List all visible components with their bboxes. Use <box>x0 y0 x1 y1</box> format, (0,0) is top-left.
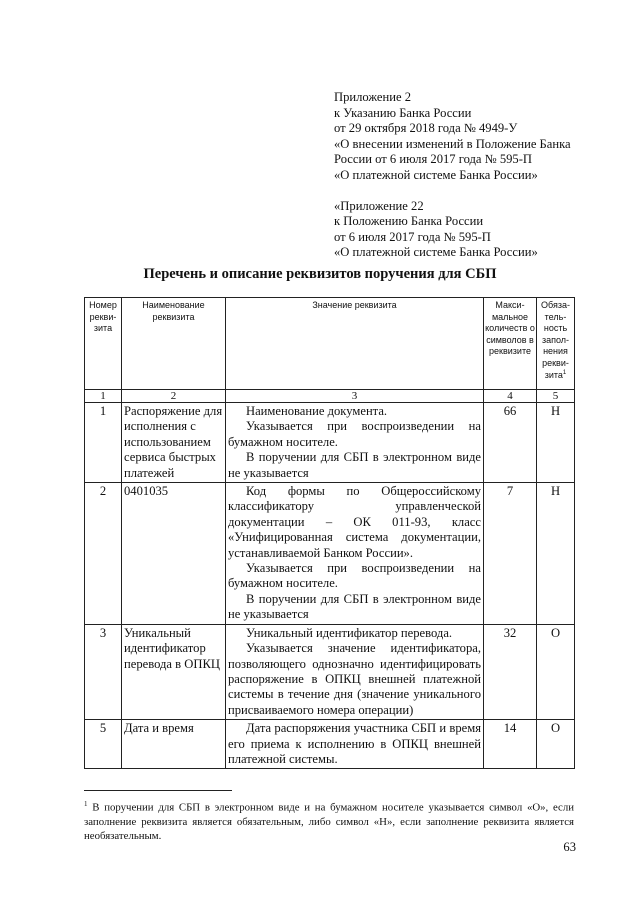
row-name: Распоряжение для исполнения с использованием сервиса быстрых платежей <box>122 403 226 483</box>
description-paragraph: В поручении для СБП в электронном виде не указывается <box>228 450 481 480</box>
row-number: 2 <box>85 483 122 625</box>
header-line: от 29 октября 2018 года № 4949-У <box>334 121 518 136</box>
header-line: к Указанию Банка России <box>334 105 472 120</box>
column-number: 1 <box>85 390 122 403</box>
column-number: 4 <box>484 390 537 403</box>
row-description <box>226 624 484 719</box>
description-paragraph: Наименование документа. <box>246 404 388 418</box>
header-line: к Положению Банка России <box>334 214 484 229</box>
header-line: «О внесении изменений в Положение Банка <box>334 136 571 151</box>
row-name: Уникальный идентификатор перевода в ОПКЦ <box>122 624 226 719</box>
footnote-mark: 1 <box>84 800 88 808</box>
row-description <box>226 483 484 625</box>
table-row <box>85 483 575 625</box>
header-max-symbols: Макси- мальное количеств о символов в реквизите <box>484 298 537 390</box>
table-header-row <box>85 298 575 390</box>
row-name: Дата и время <box>122 720 226 769</box>
page-number: 63 <box>563 840 576 854</box>
column-number: 5 <box>537 390 575 403</box>
header-required <box>537 298 575 390</box>
description-paragraph: Уникальный идентификатор перевода. <box>246 625 453 640</box>
header-line: «О платежной системе Банка России» <box>334 167 538 182</box>
row-required: О <box>537 624 575 719</box>
description-paragraph: Код формы по Общероссийскому классификатору управленческой документации – ОК 011-93, класс «Унифицированная система документации, устанавливаемой Банком России». <box>228 484 481 560</box>
header-line: от 6 июля 2017 года № 595-П <box>334 229 491 244</box>
row-max-symbols: 7 <box>484 483 537 625</box>
header-value: Значение реквизита <box>226 298 484 390</box>
footnote-divider <box>84 790 232 791</box>
header-required-label: Обяза- тель- ность запол- нения рекви- зита <box>541 300 570 380</box>
table-row <box>85 403 575 483</box>
footnote <box>84 797 574 843</box>
column-number-row <box>85 390 575 403</box>
description-paragraph: Указывается значение идентификатора, позволяющего однозначно идентифицировать распоряжение в ОПКЦ внешней платежной системы в течение дня (значение уникального присваиваемого номера операции) <box>228 641 481 717</box>
row-max-symbols: 14 <box>484 720 537 769</box>
header-line: «О платежной системе Банка России» <box>334 245 538 260</box>
header-line: Приложение 2 <box>334 90 412 104</box>
footnote-ref: 1 <box>562 369 567 376</box>
column-number: 3 <box>226 390 484 403</box>
table-row <box>85 624 575 719</box>
row-max-symbols: 66 <box>484 403 537 483</box>
header-name: Наименование реквизита <box>122 298 226 390</box>
row-description <box>226 720 484 769</box>
row-number: 1 <box>85 403 122 483</box>
row-required: Н <box>537 403 575 483</box>
row-required: О <box>537 720 575 769</box>
document-title: Перечень и описание реквизитов поручения для СБП <box>143 266 497 282</box>
requisites-table <box>84 297 575 769</box>
appendix-header <box>334 90 624 261</box>
description-paragraph: Указывается при воспроизведении на бумажном носителе. <box>228 561 481 591</box>
row-required: Н <box>537 483 575 625</box>
row-number: 5 <box>85 720 122 769</box>
description-paragraph: Дата распоряжения участника СБП и время его приема к исполнению в ОПКЦ внешней платежной системы. <box>228 721 481 766</box>
header-line: России от 6 июля 2017 года № 595-П <box>334 152 533 167</box>
header-spacer <box>334 184 624 199</box>
column-number: 2 <box>122 390 226 403</box>
row-name: 0401035 <box>122 483 226 625</box>
header-line: «Приложение 22 <box>334 198 424 213</box>
row-max-symbols: 32 <box>484 624 537 719</box>
description-paragraph: Указывается при воспроизведении на бумажном носителе. <box>228 419 481 449</box>
row-number: 3 <box>85 624 122 719</box>
row-description <box>226 403 484 483</box>
table-row <box>85 720 575 769</box>
header-number: Номер рекви- зита <box>85 298 122 390</box>
description-paragraph: В поручении для СБП в электронном виде не указывается <box>228 591 481 622</box>
footnote-text: В поручении для СБП в электронном виде и на бумажном носителе указывается символ «О», если заполнение реквизита является обязательным, либо символ «Н», если заполнение реквизита является необязательным. <box>84 801 574 843</box>
